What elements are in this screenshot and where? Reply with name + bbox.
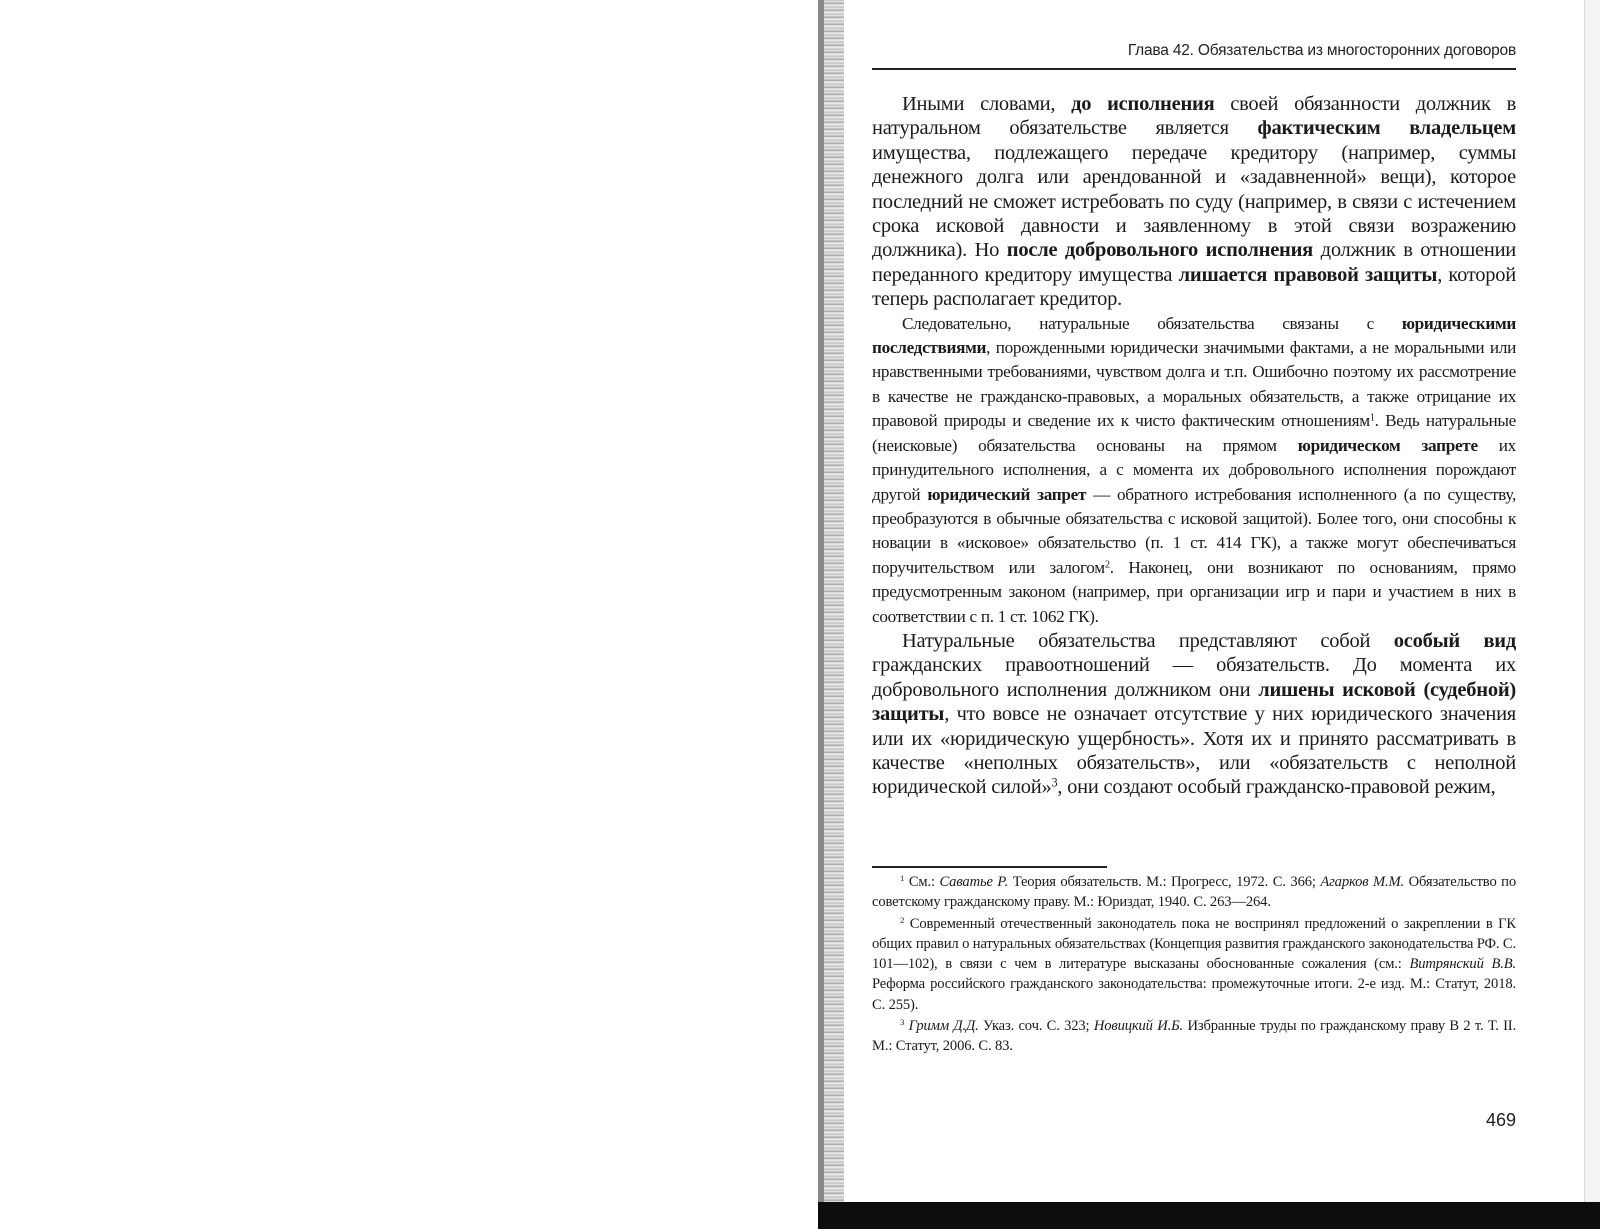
text-run: Натуральные обязательства представляют собой [902,629,1394,652]
text-run: Избранные труды по гражданскому праву В 2 т. Т. II. М.: Статут, 2006. С. 83. [872,1018,1517,1055]
footnote [872,872,1516,913]
bold-phrase: лишается правовой защиты [1178,263,1438,286]
text-run: , что вовсе не означает отсутствие у них юридического значения или их «юридическую ущербность». Хотя их и принято рассматривать в качестве «неполных обязательств», или «обязательств с неполной юридической силой» [872,703,1516,799]
bold-phrase: фактическим владельцем [1257,117,1516,140]
text-run: Современный отечественный законодатель пока не воспринял предложений о закреплении в ГК общих правил о натуральных обязательствах (Концепция развития гражданского законодательства РФ. С. 101—102), в связи с чем в литературе высказаны обоснованные сожаления (см.: [872,915,1516,973]
footnote [872,914,1516,1015]
text-run: . Ведь натуральные (неисковые) обязательства основаны на прямом [872,411,1516,455]
running-head: Глава 42. Обязательства из многосторонних договоров [1127,42,1516,59]
footnote-ref: 2 [900,914,905,925]
author-name: Саватье Р. [939,874,1009,890]
text-run: Указ. соч. С. 323; [978,1018,1094,1035]
body-paragraph [872,92,1516,312]
page-right-edge [1584,0,1600,1202]
text-run: имущества, подлежащего передаче кредитору (например, суммы денежного долга или арендованной и «задавненной» вещи), которое последний не сможет истребовать по суду (например, в связи с истечением срока исковой давности и заявленному в этой связи возражению должника). Но [872,141,1516,262]
footnote [872,1016,1516,1057]
bold-phrase: юридический запрет [927,484,1087,504]
bold-phrase: особый вид [1393,629,1516,652]
body-paragraph [872,312,1516,629]
text-run: Иными словами, [902,93,1072,115]
bold-phrase: до исполнения [1071,93,1215,115]
footnote-ref: 1 [1369,412,1375,424]
text-run: Обязательство по советскому гражданскому праву. М.: Юриздат, 1940. С. 263—264. [872,874,1516,911]
header-rule [872,68,1516,70]
author-name: Агарков М.М. [1320,874,1405,890]
bold-phrase: юридическими последствиями [872,313,1516,358]
text-run: . Наконец, они возникают по основаниям, прямо предусмотренным законом (например, при организации игр и пари и участием в них в соответствии с п. 1 ст. 1062 ГК). [872,557,1516,626]
footnotes [872,872,1516,1058]
footnote-ref: 3 [1051,775,1058,790]
text-run: своей обязанности должник в натуральном обязательстве является [872,93,1516,140]
author-name: Витрянский В.В. [1409,956,1516,973]
text-run: гражданских правоотношений — обязательств. До момента их добровольного исполнения должником они [872,654,1516,701]
main-text [872,92,1516,800]
body-paragraph [872,629,1516,800]
text-run: , которой теперь располагает кредитор. [872,263,1516,311]
text-run: См.: [904,874,940,890]
bold-phrase: юридическом запрете [1297,435,1478,455]
author-name: Новицкий И.Б. [1093,1018,1184,1035]
gutter-shadow [818,0,824,1229]
page-number: 469 [1485,1110,1516,1130]
text-run: , они создают особый гражданско-правовой режим, [1057,776,1496,799]
text-run: Следовательно, натуральные обязательства связаны с [902,313,1402,333]
text-run: — обратного истребования исполненного (а по существу, преобразуются в обычные обязательства с исковой защитой). Более того, они способны к новации в «исковое» обязательство (п. 1 ст. 414 ГК), а также могут обеспечиваться поручительством или залогом [872,484,1516,577]
footnote-separator [872,866,1107,868]
text-run: Реформа российского гражданского законодательства: промежуточные итоги. 2-е изд. М.: Статут, 2018. С. 255). [872,976,1516,1013]
text-run: их принудительного исполнения, а с момента их добровольного исполнения порождают другой [872,435,1516,504]
scan-bottom-border [818,1202,1600,1229]
footnote-ref: 1 [900,873,905,884]
bold-phrase: после добровольного исполнения [1006,239,1314,262]
bold-phrase: лишены исковой (судебной) защиты [872,678,1516,726]
text-run: , порожденными юридически значимыми фактами, а не моральными или нравственными требованиями, чувством долга и т.п. Ошибочно поэтому их рассмотрение в качестве не гражданско-правовых, а моральных обязательств, а также отрицание их правовой природы и сведение их к чисто фактическим отношениям [872,338,1516,431]
text-run: Теория обязательств. М.: Прогресс, 1972. С. 366; [1008,874,1321,890]
footnote-ref: 2 [1104,559,1110,571]
footnote-ref: 3 [900,1017,905,1028]
text-run: должник в отношении переданного кредитору имущества [872,239,1517,286]
author-name: Гримм Д.Д. [908,1018,979,1035]
